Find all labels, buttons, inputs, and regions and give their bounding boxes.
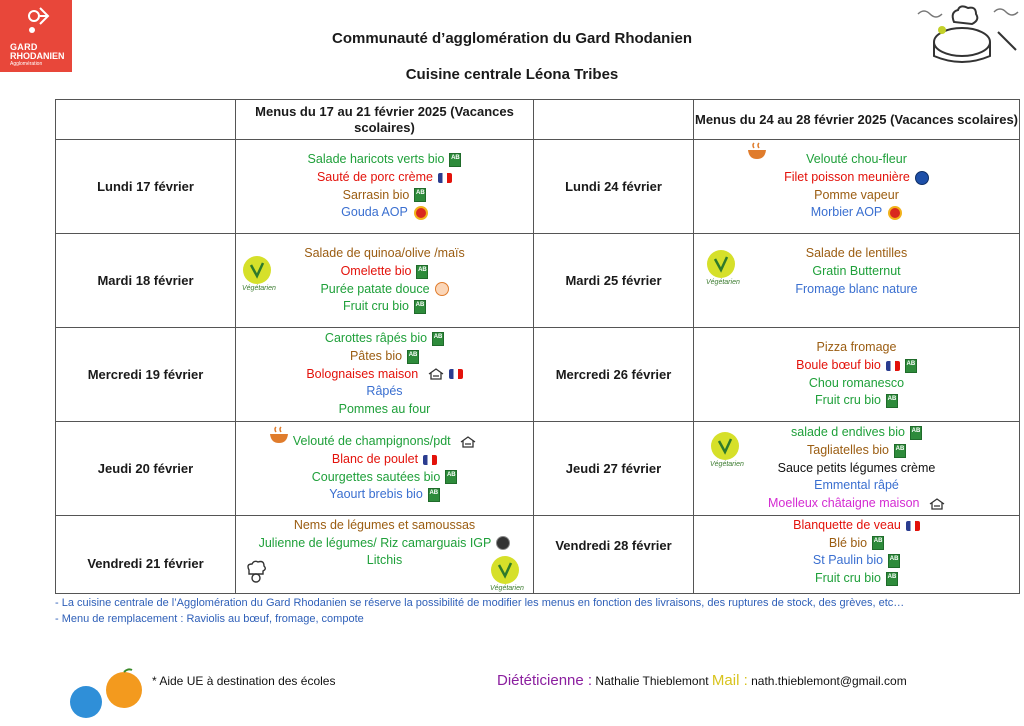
table-row <box>56 328 1020 422</box>
label-rouge-icon <box>449 369 463 379</box>
label-rouge-icon <box>423 455 437 465</box>
day-label: Mardi 25 février <box>534 234 694 328</box>
dish-item: Litchis <box>366 553 403 568</box>
dish-item: Emmental râpé <box>814 478 899 493</box>
fruits-legumes-ecole-logo-icon <box>64 668 146 724</box>
ab-bio-icon: AB <box>910 426 922 440</box>
menu-cell <box>236 328 534 422</box>
soup-icon <box>746 142 768 160</box>
dish-item: salade d endives bio AB <box>791 425 921 440</box>
ab-bio-icon: AB <box>428 488 440 502</box>
table-row <box>56 422 1020 516</box>
dish-item: Pommes au four <box>338 402 431 417</box>
day-label: Jeudi 20 février <box>56 422 236 516</box>
dish-item: Chou romanesco <box>808 375 905 390</box>
dish-item: Fruit cru bio AB <box>815 571 897 586</box>
ab-bio-icon: AB <box>414 300 426 314</box>
ab-bio-icon: AB <box>886 394 898 408</box>
aide-ue-note: * Aide UE à destination des écoles <box>152 674 336 688</box>
dish-item: Gouda AOP <box>236 204 533 222</box>
homemade-icon <box>460 436 476 448</box>
dish-item: Fromage blanc nature <box>795 281 918 296</box>
ab-bio-icon: AB <box>449 153 461 167</box>
dish-item: Sarrasin bio AB <box>342 187 425 202</box>
ab-bio-icon: AB <box>416 265 428 279</box>
menu-cell <box>236 422 534 516</box>
label-rouge-icon <box>886 361 900 371</box>
vegetarian-icon: Végétarien <box>706 250 736 286</box>
page-subtitle: Cuisine centrale Léona Tribes <box>405 66 619 83</box>
menu-cell <box>694 234 1020 328</box>
day-label: Lundi 24 février <box>534 140 694 234</box>
day-label: Vendredi 28 février <box>534 516 694 594</box>
dish-item: Sauce petits légumes crème <box>777 460 936 475</box>
dish-item: Moelleux châtaigne maison <box>694 495 1019 513</box>
dish-item: Omelette bio AB <box>340 263 427 278</box>
dish-item: Velouté chou-fleur <box>806 152 907 167</box>
peche-durable-icon <box>915 171 929 185</box>
dish-item: Fruit cru bio AB <box>815 393 897 408</box>
dish-item: Filet poisson meunière <box>694 169 1019 187</box>
aop-icon <box>888 206 902 220</box>
ab-bio-icon: AB <box>414 188 426 202</box>
vegetarian-icon: Végétarien <box>242 256 272 292</box>
footer-note-modifications: - La cuisine centrale de l’Agglomération du Gard Rhodanien se réserve la possibilité de modifier les menus en fonction des livraisons, des ruptures de stock, des grèves, etc… <box>55 597 905 609</box>
footer-note-replacement: - Menu de remplacement : Raviolis au bœuf, fromage, compote <box>55 613 364 625</box>
menu-cell <box>236 516 534 594</box>
dish-item: Morbier AOP <box>694 204 1019 222</box>
dish-item: Pizza fromage <box>816 340 897 355</box>
dietitian-contact <box>497 672 907 689</box>
menu-cell <box>236 234 534 328</box>
dish-item: Blé bio AB <box>828 535 883 550</box>
ab-bio-icon: AB <box>432 332 444 346</box>
dish-item: Purée patate douce <box>236 281 533 299</box>
aop-icon <box>414 206 428 220</box>
menu-cell <box>236 140 534 234</box>
dish-item: Carottes râpés bio AB <box>324 331 443 346</box>
table-row <box>56 234 1020 328</box>
igp-icon <box>496 536 510 550</box>
logo-line2: RHODANIEN <box>10 51 65 61</box>
mail-label: Mail : <box>711 672 748 689</box>
dish-item: Velouté de champignons/pdt <box>236 433 533 451</box>
dish-item: Sauté de porc crème <box>236 169 533 187</box>
dish-item: Yaourt brebis bio AB <box>329 487 439 502</box>
table-row <box>56 140 1020 234</box>
day-label: Jeudi 27 février <box>534 422 694 516</box>
dish-item: Nems de légumes et samoussas <box>293 518 476 532</box>
mail-address[interactable]: nath.thieblemont@gmail.com <box>747 674 907 688</box>
soup-icon <box>268 426 290 444</box>
dish-item: Salade de lentilles <box>805 246 908 261</box>
table-header-row <box>56 100 1020 140</box>
ab-bio-icon: AB <box>905 359 917 373</box>
logo-line1: GARD <box>10 42 38 52</box>
ab-bio-icon: AB <box>888 554 900 568</box>
menu-table <box>55 99 1020 594</box>
vegetarian-icon: Végétarien <box>490 556 520 592</box>
day-label: Lundi 17 février <box>56 140 236 234</box>
dish-item: Pâtes bio AB <box>349 348 418 363</box>
dish-item: Courgettes sautées bio AB <box>311 469 456 484</box>
dish-item: Râpés <box>366 384 403 399</box>
menu-cell <box>694 328 1020 422</box>
dish-item: Salade de quinoa/olive /maïs <box>304 246 465 261</box>
chef-icon <box>244 560 268 584</box>
dish-item: Julienne de légumes/ Riz camarguais IGP <box>236 535 533 553</box>
table-row <box>56 516 1020 594</box>
dietitian-name: Nathalie Thieblemont <box>592 674 712 688</box>
label-rouge-icon <box>906 521 920 531</box>
day-label: Mercredi 19 février <box>56 328 236 422</box>
dietitian-label: Diététicienne : <box>497 672 593 689</box>
ab-bio-icon: AB <box>445 470 457 484</box>
homemade-icon <box>428 368 444 380</box>
dish-item: Bolognaises maison <box>236 366 533 384</box>
homemade-icon <box>929 498 945 510</box>
vegetarian-icon: Végétarien <box>710 432 740 468</box>
logo-line3: Agglomération <box>10 61 43 67</box>
page-title: Communauté d’agglomération du Gard Rhodanien <box>331 30 692 47</box>
dish-item: Fruit cru bio AB <box>343 299 425 314</box>
ab-bio-icon: AB <box>872 536 884 550</box>
dish-item: Tagliatelles bio AB <box>807 442 905 457</box>
day-label: Mercredi 26 février <box>534 328 694 422</box>
bleu-blanc-coeur-icon <box>435 282 449 296</box>
dish-item: Blanquette de veau <box>694 517 1019 535</box>
dish-item: Blanc de poulet <box>236 451 533 469</box>
ab-bio-icon: AB <box>407 350 419 364</box>
menu-cell <box>694 140 1020 234</box>
menu-cell <box>694 516 1020 594</box>
dish-item: Salade haricots verts bio AB <box>307 152 460 167</box>
ab-bio-icon: AB <box>894 444 906 458</box>
dish-item: Pomme vapeur <box>814 187 899 202</box>
dish-item: Gratin Butternut <box>812 263 901 278</box>
dish-item: St Paulin bio AB <box>812 553 899 568</box>
week1-header: Menus du 17 au 21 février 2025 (Vacances scolaires) <box>236 100 534 140</box>
week2-header: Menus du 24 au 28 février 2025 (Vacances scolaires) <box>694 100 1020 140</box>
ab-bio-icon: AB <box>886 572 898 586</box>
dish-item: Boule bœuf bio AB <box>796 357 916 372</box>
day-label: Mardi 18 février <box>56 234 236 328</box>
menu-cell <box>694 422 1020 516</box>
day-label: Vendredi 21 février <box>56 516 236 594</box>
label-rouge-icon <box>438 173 452 183</box>
header-empty-cell <box>56 100 236 140</box>
header-empty-cell <box>534 100 694 140</box>
